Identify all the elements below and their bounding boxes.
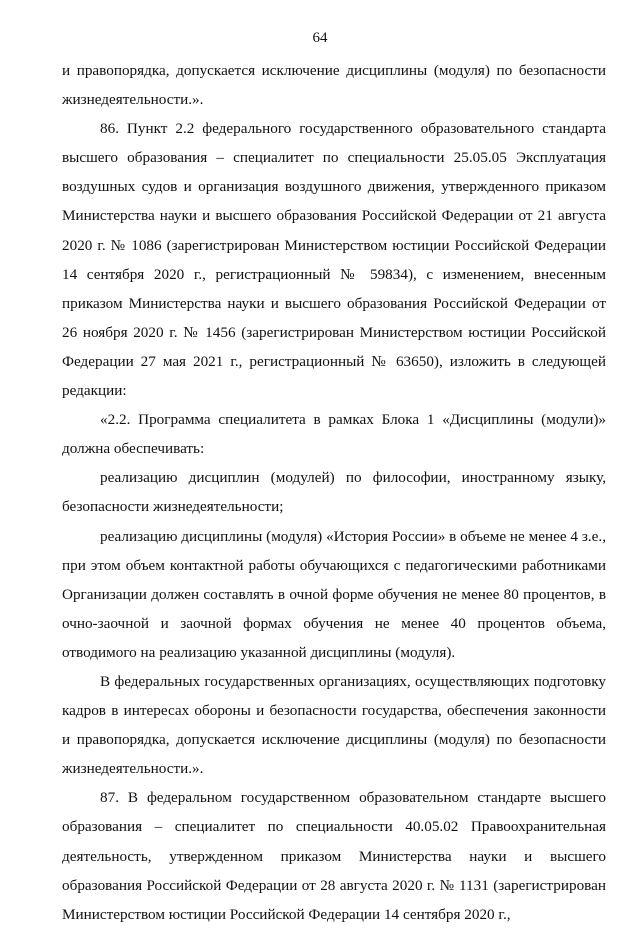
paragraph-item-87: 87. В федеральном государственном образовательном стандарте высшего образования – специалитет по специальности 40.05.02 Правоохранительная деятельность, утвержденном приказом Министерства науки и высшего образования Российской Федерации от 28 августа 2020 г. № 1131 (зарегистрирован Министерством юстиции Российской Федерации 14 сентября 2020 г., <box>62 789 606 923</box>
paragraph-item-86: 86. Пункт 2.2 федерального государственного образовательного стандарта высшего образования – специалитет по специальности 25.05.05 Эксплуатация воздушных судов и организация воздушного движения, утвержденного приказом Министерства науки и высшего образования Российской Федерации от 21 августа 2020 г. № 1086 (зарегистрирован Министерством юстиции Российской Федерации 14 сентября 2020 г., регистрационный № 59834), с изменением, внесенным приказом Министерства науки и высшего образования Российской Федерации от 26 ноября 2020 г. № 1456 (зарегистрирован Министерством юстиции Российской Федерации 27 мая 2021 г., регистрационный № 63650), изложить в следующей редакции: <box>62 120 606 400</box>
paragraph-program-2-2: «2.2. Программа специалитета в рамках Блока 1 «Дисциплины (модули)» должна обеспечивать: <box>62 411 606 458</box>
paragraph-continuation: и правопорядка, допускается исключение дисциплины (модуля) по безопасности жизнедеятельности.». <box>62 62 606 109</box>
paragraph-federal-organizations: В федеральных государственных организациях, осуществляющих подготовку кадров в интересах обороны и безопасности государства, обеспечения законности и правопорядка, допускается исключение дисциплины (модуля) по безопасности жизнедеятельности.». <box>62 672 606 778</box>
paragraph-disciplines: реализацию дисциплин (модулей) по философии, иностранному языку, безопасности жизнедеятельности; <box>62 469 606 516</box>
page-number: 64 <box>312 30 328 46</box>
document-body <box>62 56 606 929</box>
paragraph-history-russia: реализацию дисциплины (модуля) «История России» в объеме не менее 4 з.е., при этом объем контактной работы обучающихся с педагогическими работниками Организации должен составлять в очной форме обучения не менее 80 процентов, в очно-заочной и заочной формах обучения не менее 40 процентов объема, отводимого на реализацию указанной дисциплины (модуля). <box>62 527 606 661</box>
